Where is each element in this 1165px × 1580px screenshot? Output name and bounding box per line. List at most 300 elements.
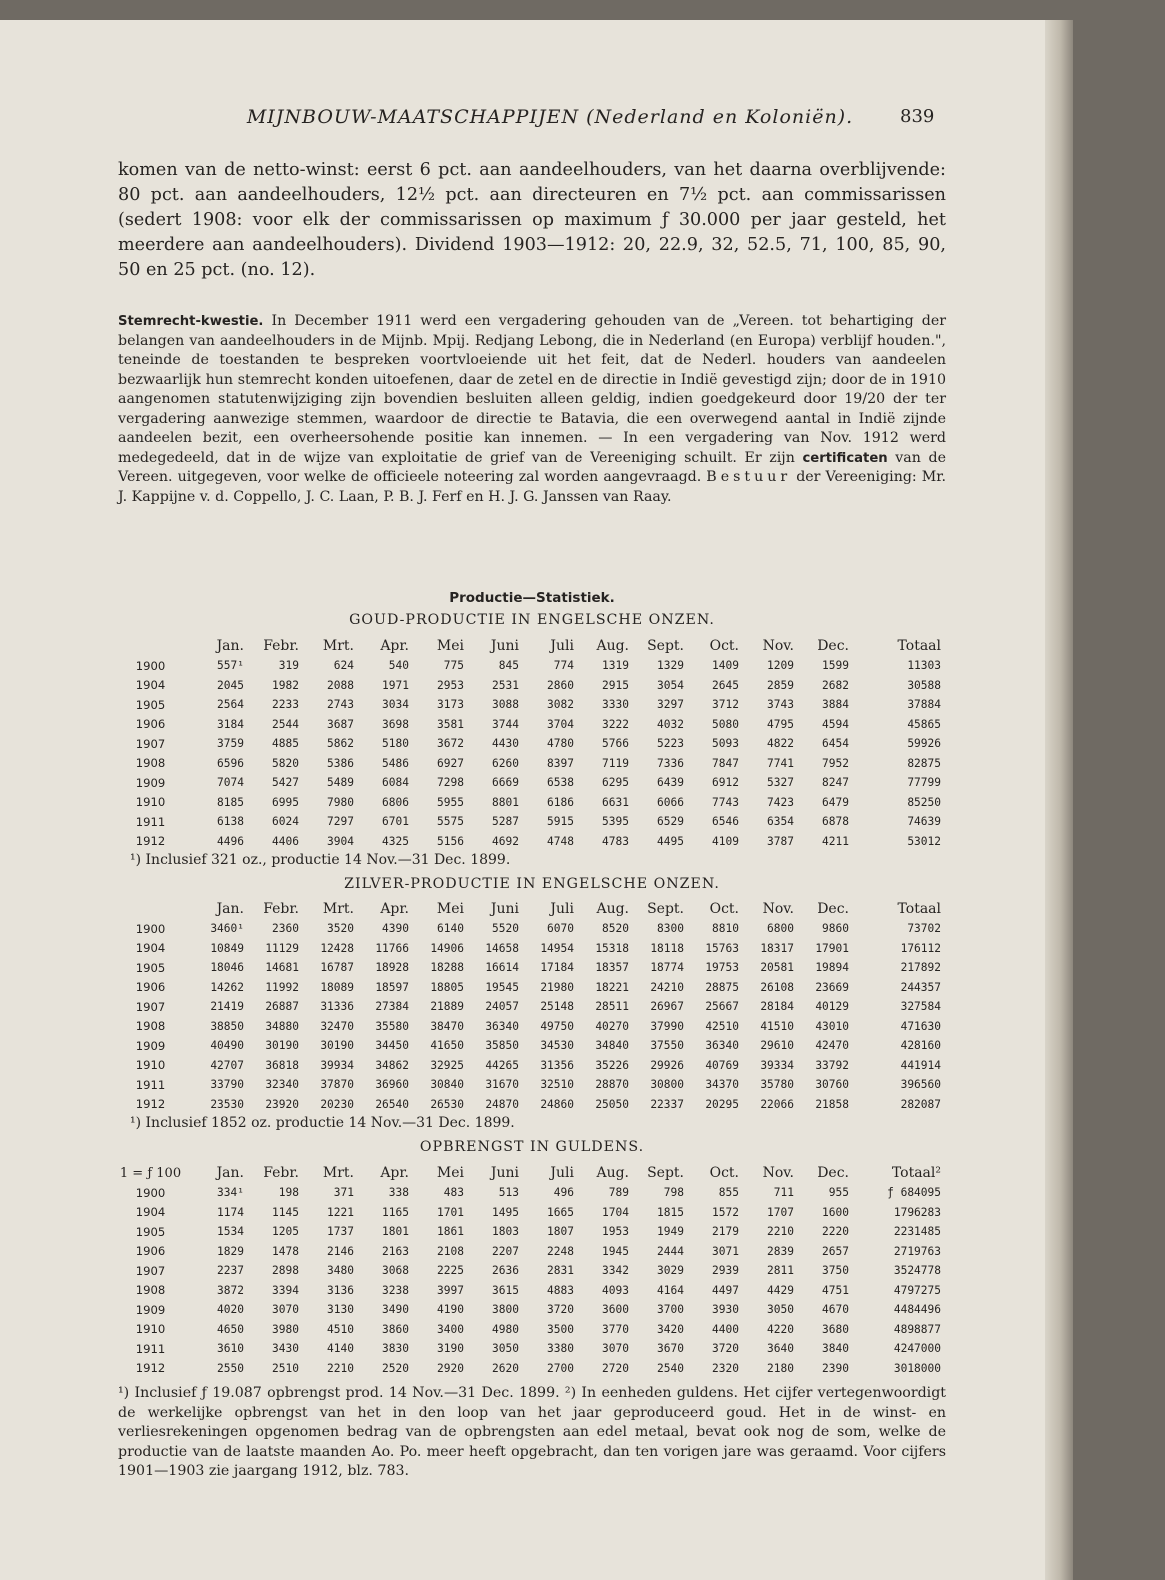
value-cell: 31336 [320,1000,354,1014]
value-cell: 176112 [900,941,941,955]
year-cell: 1911 [135,1077,166,1092]
value-cell: 31356 [540,1058,574,1072]
value-cell: 4430 [492,737,519,751]
value-cell: 18118 [650,941,684,955]
value-cell: 6927 [437,756,464,770]
value-cell: 6070 [547,922,574,936]
value-cell: 6878 [822,815,849,829]
year-cell: 1909 [135,1038,166,1053]
year-cell: 1912 [135,1097,166,1112]
value-cell: 32340 [265,1078,299,1092]
table-row [112,773,944,793]
value-cell: 775 [443,659,464,673]
value-cell: 3222 [602,717,629,731]
value-cell: 1145 [272,1205,299,1219]
column-header: Febr. [263,638,299,654]
value-cell: 34450 [375,1039,409,1053]
value-cell: 4780 [547,737,574,751]
value-cell: 3430 [272,1342,299,1356]
column-header: Febr. [263,1165,299,1181]
value-cell: 6084 [382,776,409,790]
table-row [112,1095,944,1115]
value-cell: 2360 [272,922,299,936]
value-cell: 2207 [492,1244,519,1258]
value-cell: 39934 [320,1058,354,1072]
table-row [112,939,944,959]
value-cell: 14658 [485,941,519,955]
value-cell: 49750 [540,1019,574,1033]
value-cell: 1815 [657,1205,684,1219]
value-cell: 3136 [327,1283,354,1297]
value-cell: 6669 [492,776,519,790]
value-cell: 2320 [712,1361,739,1375]
value-cell: 3930 [712,1303,739,1317]
value-cell: 513 [498,1186,519,1200]
value-cell: 3997 [437,1283,464,1297]
value-cell: 18221 [595,980,629,994]
value-cell: 12428 [320,941,354,955]
value-cell: 45865 [907,717,941,731]
column-header: Febr. [263,901,299,917]
value-cell: 21858 [815,1097,849,1111]
column-header: Juni [490,901,519,917]
value-cell: 6454 [822,737,849,751]
table-row [112,754,944,774]
value-cell: 7743 [712,795,739,809]
column-header: Apr. [380,1165,409,1181]
year-cell: 1905 [135,1224,166,1239]
value-cell: 1329 [657,659,684,673]
value-cell: 3018000 [893,1361,941,1375]
value-cell: 428160 [900,1039,941,1053]
year-cell: 1907 [135,999,166,1014]
value-cell: 4822 [767,737,794,751]
value-cell: 33792 [815,1058,849,1072]
value-cell: 5386 [327,756,354,770]
value-cell: 41650 [430,1039,464,1053]
value-cell: 4783 [602,834,629,848]
table-row [112,1339,944,1359]
year-cell: 1911 [135,814,166,829]
column-header: Nov. [762,638,794,654]
column-header: Sept. [647,638,684,654]
value-cell: 30190 [320,1039,354,1053]
value-cell: 5180 [382,737,409,751]
value-cell: ƒ 684095 [887,1186,941,1200]
column-header: Aug. [596,638,629,654]
column-header: Apr. [380,638,409,654]
column-header: Nov. [762,1165,794,1181]
value-cell: 327584 [900,1000,941,1014]
value-cell: 1599 [822,659,849,673]
value-cell: 2939 [712,1264,739,1278]
value-cell: 4406 [272,834,299,848]
column-header: Juli [550,901,574,917]
value-cell: 282087 [900,1097,941,1111]
value-cell: 18046 [210,961,244,975]
value-cell: 29610 [760,1039,794,1053]
value-cell: 1701 [437,1205,464,1219]
column-header: 1 = ƒ 100 [119,1165,182,1181]
year-cell: 1910 [135,1058,166,1073]
value-cell: 4883 [547,1283,574,1297]
year-cell: 1908 [135,1019,166,1034]
value-cell: 4797275 [893,1283,941,1297]
year-cell: 1906 [135,1244,166,1259]
value-cell: 4510 [327,1322,354,1336]
value-cell: 4748 [547,834,574,848]
value-cell: 5287 [492,815,519,829]
value-cell: 2898 [272,1264,299,1278]
column-header: Oct. [709,901,739,917]
value-cell: 3480 [327,1264,354,1278]
value-cell: 34840 [595,1039,629,1053]
value-cell: 4980 [492,1322,519,1336]
value-cell: 5395 [602,815,629,829]
value-cell: 8810 [712,922,739,936]
column-header [112,899,192,919]
value-cell: 3787 [767,834,794,848]
value-cell: 3750 [822,1264,849,1278]
value-cell: 19894 [815,961,849,975]
value-cell: 2564 [217,698,244,712]
column-header-total: Totaal [897,638,941,654]
value-cell: 28184 [760,1000,794,1014]
value-cell: 74639 [907,815,941,829]
value-cell: 855 [718,1186,739,1200]
value-cell: 4211 [822,834,849,848]
table-row [112,1056,944,1076]
value-cell: 28870 [595,1078,629,1092]
table-row [112,656,944,676]
table-row [112,1261,944,1281]
value-cell: 1665 [547,1205,574,1219]
value-cell: 3581 [437,717,464,731]
value-cell: 18805 [430,980,464,994]
column-header: Sept. [647,901,684,917]
value-cell: 845 [498,659,519,673]
value-cell: 3420 [657,1322,684,1336]
value-cell: 3600 [602,1303,629,1317]
value-cell: 6295 [602,776,629,790]
value-cell: 5486 [382,756,409,770]
value-cell: 25148 [540,1000,574,1014]
value-cell: 2220 [822,1225,849,1239]
dividend-paragraph: komen van de netto-winst: eerst 6 pct. aan aandeelhouders, van het daarna overblijvende: 80 pct. aan aandeelhouders, 12½ pct. aan directeuren en 7½ pct. aan commissarissen (sedert 1908: voor elk der commissarissen op maximum ƒ 30.000 per jaar gesteld, het meerdere aan aandeelhouders). Dividend 1903—1912: 20, 22.9, 32, 52.5, 71, 100, 85, 90, 50 en 25 pct. (no. 12). [118,160,946,280]
value-cell: 3380 [547,1342,574,1356]
value-cell: 2248 [547,1244,574,1258]
column-header: Dec. [817,638,849,654]
value-cell: 2743 [327,698,354,712]
value-cell: 2860 [547,678,574,692]
value-cell: 1165 [382,1205,409,1219]
value-cell: 2390 [822,1361,849,1375]
table-row [112,1036,944,1056]
value-cell: 24057 [485,1000,519,1014]
column-header: Oct. [709,638,739,654]
value-cell: 41510 [760,1019,794,1033]
year-cell: 1909 [135,1302,166,1317]
value-cell: 34880 [265,1019,299,1033]
value-cell: 6806 [382,795,409,809]
table-row [112,978,944,998]
value-cell: 198 [278,1186,299,1200]
value-cell: 6066 [657,795,684,809]
value-cell: 1209 [767,659,794,673]
value-cell: 1953 [602,1225,629,1239]
column-header: Aug. [596,901,629,917]
value-cell: 6546 [712,815,739,829]
value-cell: 7423 [767,795,794,809]
value-cell: 7119 [602,756,629,770]
value-cell: 6024 [272,815,299,829]
value-cell: 6538 [547,776,574,790]
value-cell: 35780 [760,1078,794,1092]
value-cell: 8300 [657,922,684,936]
value-cell: 28875 [705,980,739,994]
value-cell: 3050 [767,1303,794,1317]
value-cell: 26540 [375,1097,409,1111]
value-cell: 3744 [492,717,519,731]
value-cell: 19753 [705,961,739,975]
value-cell: 6529 [657,815,684,829]
value-cell: 40769 [705,1058,739,1072]
value-cell: 4484496 [893,1303,941,1317]
value-cell: 2210 [327,1361,354,1375]
value-cell: 2720 [602,1361,629,1375]
value-cell: 2531 [492,678,519,692]
value-cell: 471630 [900,1019,941,1033]
year-cell: 1904 [135,678,166,693]
value-cell: 3759 [217,737,244,751]
value-cell: 5489 [327,776,354,790]
value-cell: 2108 [437,1244,464,1258]
column-header: Sept. [647,1165,684,1181]
value-cell: 3070 [272,1303,299,1317]
value-cell: 25667 [705,1000,739,1014]
table-row [112,695,944,715]
value-cell: 2682 [822,678,849,692]
value-cell: 1205 [272,1225,299,1239]
column-header-total: Totaal [897,901,941,917]
value-cell: 1409 [712,659,739,673]
stemrecht-text-b: van de Vereen. uitgegeven, voor welke de officieele noteering zal worden aangevraagd. [118,449,946,485]
book-page-edge [1045,20,1073,1580]
value-cell: 338 [388,1186,409,1200]
stemrecht-paragraph [118,312,946,507]
value-cell: 3615 [492,1283,519,1297]
value-cell: 36818 [265,1058,299,1072]
value-cell: 4247000 [893,1342,941,1356]
value-cell: 3720 [712,1342,739,1356]
value-cell: 7980 [327,795,354,809]
value-cell: 5862 [327,737,354,751]
table-row [112,676,944,696]
year-cell: 1910 [135,1322,166,1337]
value-cell: 1534 [217,1225,244,1239]
opbrengst-notes: ¹) Inclusief ƒ 19.087 opbrengst prod. 14 Nov.—31 Dec. 1899. ²) In eenheden guldens. Het cijfer vertegenwoordigt de werkelijke opbrengst van het in den loop van het jaar geproduceerd goud. Het in de winst- en verliesrekeningen opgenomen bedrag van de opbrengsten aan edel metaal, bevat ook nog de som, welke de productie van de laatste maanden Ao. Po. meer heeft opgebracht, dan ten vorigen jare was geraamd. Voor cijfers 1901—1903 zie jaargang 1912, blz. 783. [118,1385,946,1479]
value-cell: 16787 [320,961,354,975]
value-cell: 6260 [492,756,519,770]
value-cell: 9860 [822,922,849,936]
column-header: Jan. [216,901,244,917]
value-cell: 557¹ [217,659,244,673]
value-cell: 8801 [492,795,519,809]
value-cell: 2444 [657,1244,684,1258]
value-cell: 17901 [815,941,849,955]
value-cell: 6912 [712,776,739,790]
value-cell: 371 [333,1186,354,1200]
value-cell: 11129 [265,941,299,955]
value-cell: 789 [608,1186,629,1200]
value-cell: 14954 [540,941,574,955]
value-cell: 4109 [712,834,739,848]
value-cell: 23920 [265,1097,299,1111]
value-cell: 77799 [907,776,941,790]
value-cell: 21980 [540,980,574,994]
value-cell: 496 [553,1186,574,1200]
value-cell: 1600 [822,1205,849,1219]
table-row [112,715,944,735]
table-row [112,997,944,1017]
value-cell: 2180 [767,1361,794,1375]
value-cell: 36340 [485,1019,519,1033]
value-cell: 1495 [492,1205,519,1219]
value-cell: 1945 [602,1244,629,1258]
value-cell: 5915 [547,815,574,829]
value-cell: 32925 [430,1058,464,1072]
column-header: Juni [490,1165,519,1181]
value-cell: 23530 [210,1097,244,1111]
value-cell: 6439 [657,776,684,790]
value-cell: 3173 [437,698,464,712]
value-cell: 3400 [437,1322,464,1336]
value-cell: 10849 [210,941,244,955]
column-header: Jan. [216,638,244,654]
value-cell: 4020 [217,1303,244,1317]
value-cell: 23669 [815,980,849,994]
value-cell: 1174 [217,1205,244,1219]
value-cell: 2550 [217,1361,244,1375]
value-cell: 35850 [485,1039,519,1053]
bestuur-word: Bestuur [706,469,792,485]
value-cell: 36340 [705,1039,739,1053]
value-cell: 2700 [547,1361,574,1375]
zilver-title: ZILVER-PRODUCTIE IN ENGELSCHE ONZEN. [344,876,720,892]
value-cell: 30760 [815,1078,849,1092]
value-cell: 4093 [602,1283,629,1297]
year-cell: 1907 [135,1263,166,1278]
value-cell: 3700 [657,1303,684,1317]
value-cell: 4751 [822,1283,849,1297]
value-cell: 22066 [760,1097,794,1111]
year-cell: 1909 [135,775,166,790]
value-cell: 18288 [430,961,464,975]
table-header-row [112,636,944,656]
value-cell: 2520 [382,1361,409,1375]
value-cell: 29926 [650,1058,684,1072]
value-cell: 38470 [430,1019,464,1033]
value-cell: 2953 [437,678,464,692]
column-header: Juli [550,1165,574,1181]
value-cell: 774 [553,659,574,673]
value-cell: 3670 [657,1342,684,1356]
value-cell: 53012 [907,834,941,848]
value-cell: 5223 [657,737,684,751]
value-cell: 27384 [375,1000,409,1014]
value-cell: 28511 [595,1000,629,1014]
value-cell: 26530 [430,1097,464,1111]
stemrecht-text-a: In December 1911 werd een vergadering gehouden van de „Vereen. tot behartiging der belangen van aandeelhouders in de Mijnb. Mpij. Redjang Lebong, die in Nederland (en Europa) verblijf houden.", teneinde de toestanden te bespreken voortvloeiende uit het feit, dat de Nederl. houders van aandeelen bezwaarlijk hun stemrecht konden uitoefenen, daar de zetel en de directie in Indië gevestigd zijn; door de in 1910 aangenomen statutenwijziging zijn bovendien besluiten alleen geldig, indien goedgekeurd door 19/20 der ter vergadering aanwezige stemmen, waardoor de directie te Batavia, die een overwegend aantal in Indië zijnde aandeelen bezit, een overheersohende positie kan innemen. — In een vergadering van Nov. 1912 werd medegedeeld, dat in de wijze van exploitatie de grief van de Vereeniging schuilt. Er zijn [118,313,946,466]
value-cell: 319 [278,659,299,673]
value-cell: 20295 [705,1097,739,1111]
value-cell: 2645 [712,678,739,692]
value-cell: 2210 [767,1225,794,1239]
value-cell: 2859 [767,678,794,692]
goud-footnote: ¹) Inclusief 321 oz., productie 14 Nov.—31 Dec. 1899. [130,852,511,868]
value-cell: 7741 [767,756,794,770]
table-row [112,1320,944,1340]
value-cell: 2225 [437,1264,464,1278]
column-header: Aug. [596,1165,629,1181]
value-cell: 37870 [320,1078,354,1092]
value-cell: 5575 [437,815,464,829]
value-cell: 3071 [712,1244,739,1258]
value-cell: 3640 [767,1342,794,1356]
value-cell: 20581 [760,961,794,975]
value-cell: 3190 [437,1342,464,1356]
value-cell: 6631 [602,795,629,809]
value-cell: 30588 [907,678,941,692]
value-cell: 2915 [602,678,629,692]
value-cell: 3460¹ [210,922,244,936]
table-row [112,832,944,852]
value-cell: 1796283 [893,1205,941,1219]
value-cell: 7298 [437,776,464,790]
value-cell: 34530 [540,1039,574,1053]
value-cell: 1737 [327,1225,354,1239]
table-row [112,1017,944,1037]
value-cell: 6140 [437,922,464,936]
value-cell: 36960 [375,1078,409,1092]
value-cell: 1982 [272,678,299,692]
value-cell: 14906 [430,941,464,955]
opbrengst-table [112,1163,944,1378]
value-cell: 26887 [265,1000,299,1014]
table-row [112,812,944,832]
value-cell: 4692 [492,834,519,848]
year-cell: 1900 [135,921,166,936]
year-cell: 1908 [135,756,166,771]
value-cell: 2088 [327,678,354,692]
value-cell: 33790 [210,1078,244,1092]
value-cell: 3054 [657,678,684,692]
value-cell: 35580 [375,1019,409,1033]
column-header [112,636,192,656]
value-cell: 624 [333,659,354,673]
value-cell: 37550 [650,1039,684,1053]
value-cell: 4190 [437,1303,464,1317]
value-cell: 20230 [320,1097,354,1111]
column-header: Oct. [709,1165,739,1181]
value-cell: 4400 [712,1322,739,1336]
column-header: Juli [550,638,574,654]
opbrengst-title: OPBRENGST IN GULDENS. [419,1139,645,1155]
column-header: Nov. [762,901,794,917]
value-cell: 3610 [217,1342,244,1356]
value-cell: 955 [828,1186,849,1200]
value-cell: 4795 [767,717,794,731]
